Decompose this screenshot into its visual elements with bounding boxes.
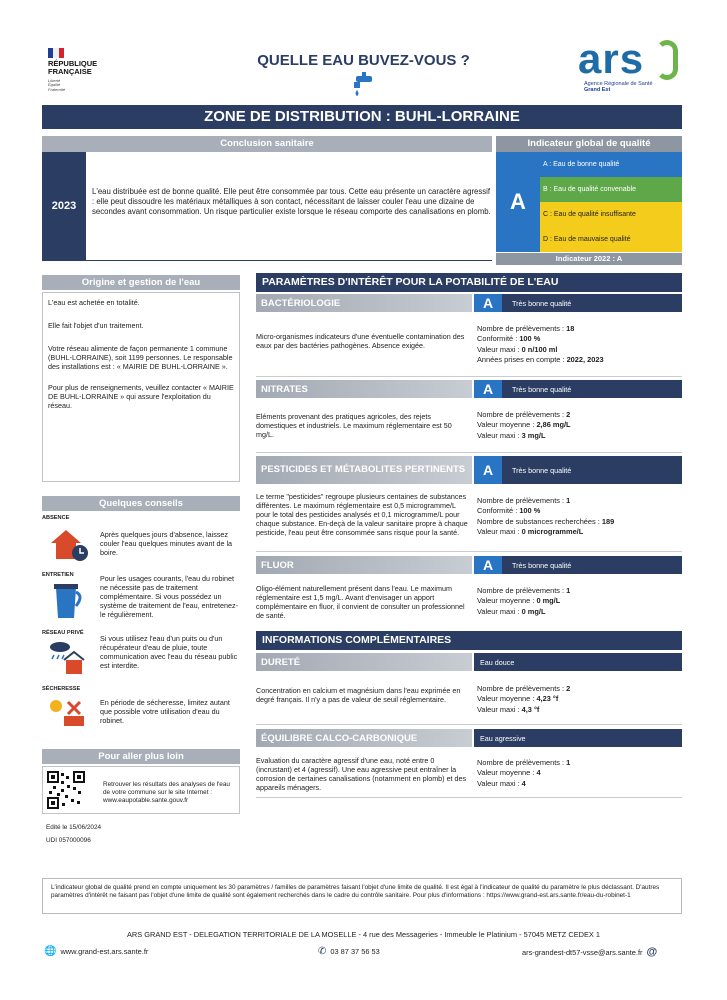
param-nitrates-desc: Eléments provenant des pratiques agricoles, des rejets domestiques et industriels. Le maximum réglementaire est 50 mg/L. [256, 412, 452, 439]
info-durete-bar: DURETÉ [256, 653, 472, 671]
stat-value: 4 [536, 768, 541, 778]
level-a: A : Eau de bonne qualité [540, 152, 682, 177]
stat-label: Valeur maxi : [477, 430, 522, 440]
stat-row [477, 355, 682, 365]
stat-value: 2 [566, 410, 571, 419]
sun-drought-icon [46, 694, 88, 735]
param-pesticides-bar: PESTICIDES ET MÉTABOLITES PERTINENTS [256, 456, 472, 484]
stat-row [477, 345, 682, 355]
conseil-entretien [42, 572, 242, 627]
water-jug-icon [48, 582, 88, 627]
indicator-grade: A [496, 152, 540, 252]
stat-value: 0 mg/L [521, 606, 546, 616]
plus-loin-header: Pour aller plus loin [42, 749, 240, 764]
stat-label: Nombre de prélèvements : [477, 758, 567, 767]
stat-label: Valeur maxi : [477, 778, 522, 788]
stat-label: Nombre de prélèvements : [477, 684, 567, 693]
republique-line-1: RÉPUBLIQUE [48, 59, 98, 68]
conseil-entretien-text: Pour les usages courants, l'eau du robinet ne nécessite pas de traitement complémentaire. Si vous possédez un système de traitement de l'eau, entretenez-le régulièrement. [100, 574, 239, 619]
conseils-header: Quelques conseils [42, 496, 240, 511]
stat-row [477, 334, 682, 344]
stat-row [477, 324, 682, 334]
param-pesticides-quality: Très bonne qualité [502, 456, 682, 484]
stat-label: Valeur moyenne : [477, 768, 537, 778]
origine-header: Origine et gestion de l'eau [42, 275, 240, 290]
qr-code-icon[interactable] [47, 771, 85, 809]
stat-row [477, 758, 682, 768]
stat-row [477, 596, 682, 606]
origine-p1: L'eau est achetée en totalité. [48, 298, 140, 307]
param-fluor-grade: A [474, 556, 502, 574]
stat-value: 100 % [519, 334, 541, 344]
zone-title: ZONE DE DISTRIBUTION : BUHL-LORRAINE [42, 105, 682, 129]
param-pesticides-desc: Le terme "pesticides" regroupe plusieurs centaines de substances différentes. Le maximum réglementaire est 0,5 microgramme/L pour le total des pesticides analysés et 0,1 microgramme/L pour chaque substance. En-deçà de la valeur sanitaire propre à chaque pesticide, l'eau peut être consommée sans risque pour la santé. [256, 492, 468, 537]
param-bacteriologie-stats [477, 324, 682, 365]
ars-logo-text: ars [578, 35, 645, 82]
param-nitrates-bar: NITRATES [256, 380, 472, 398]
stat-value: 2 [566, 684, 571, 693]
stat-value: 4 [521, 778, 526, 788]
stat-row [477, 506, 682, 516]
stat-label: Valeur moyenne : [477, 694, 537, 704]
stat-row [477, 607, 682, 617]
stat-row [477, 496, 682, 506]
conseil-secheresse [42, 686, 242, 736]
conseil-secheresse-text: En période de sécheresse, limitez autant que possible votre utilisation d'eau du robinet. [100, 698, 230, 725]
info-durete-stats [477, 684, 682, 715]
stat-value: 100 % [519, 506, 541, 516]
stat-label: Conformité : [477, 334, 520, 344]
stat-label: Années prises en compte : [477, 355, 567, 365]
stat-label: Valeur moyenne : [477, 596, 537, 606]
param-pesticides-grade: A [474, 456, 502, 484]
stat-label: Nombre de prélèvements : [477, 410, 567, 419]
info-equilibre-stats [477, 758, 682, 789]
param-fluor-quality: Très bonne qualité [502, 556, 682, 574]
devise-1: Liberté [48, 77, 61, 83]
stat-value: 18 [566, 324, 575, 333]
faucet-icon [352, 72, 378, 100]
footer-website[interactable] [44, 946, 148, 957]
page-title: QUELLE EAU BUVEZ-VOUS ? [257, 52, 470, 69]
stat-value: 1 [566, 586, 571, 595]
phone-icon: ✆ [318, 946, 327, 957]
param-fluor-desc: Oligo-élément naturellement présent dans l'eau. Le maximum réglementaire est 1,5 mg/L. Avant d'envisager un apport complémentaire en fluor, il convient de consulter un professionnel de santé. [256, 584, 465, 620]
conseil-reseau-text: Si vous utilisez l'eau d'un puits ou d'un récupérateur d'eau de pluie, toute communication avec l'eau du réseau public est interdite. [100, 634, 238, 670]
stat-value: 4,3 °f [521, 704, 540, 714]
params-header: PARAMÈTRES D'INTÉRÊT POUR LA POTABILITÉ DE L'EAU [256, 273, 682, 292]
stat-label: Valeur maxi : [477, 606, 522, 616]
stat-label: Valeur maxi : [477, 344, 522, 354]
stat-value: 0 microgramme/L [521, 527, 584, 537]
info-equilibre-bar: ÉQUILIBRE CALCO-CARBONIQUE [256, 729, 472, 747]
origine-p2: Elle fait l'objet d'un traitement. [48, 321, 144, 330]
conclusion-header: Conclusion sanitaire [42, 136, 492, 152]
conclusion-text: L'eau distribuée est de bonne qualité. Elle peut être consommée par tous. Cette eau présente un caractère agressif : elle peut dissoudre les matériaux métalliques à son contact, nécessitant de laisser couler l'eau une dizaine de secondes avant consommation. Un risque particulier existe lorsque le réseau comporte des canalisations en plomb. [92, 187, 491, 217]
indicator-footer: Indicateur 2022 : A [496, 253, 682, 265]
stat-row [477, 768, 682, 778]
stat-row [477, 420, 682, 430]
level-c: C : Eau de qualité insuffisante [540, 202, 682, 227]
website-link[interactable]: www.grand-est.ars.sante.fr [60, 947, 149, 956]
stat-value: 1 [566, 496, 571, 505]
phone-number[interactable]: 03 87 37 56 53 [330, 947, 380, 956]
stat-label: Nombre de prélèvements : [477, 586, 567, 595]
plus-loin-text: Retrouver les résultats des analyses de l'eau de votre commune sur le site Internet : www.eaupotable.sante.gouv.fr [103, 781, 230, 804]
ars-sub: Agence Régionale de Santé [584, 80, 653, 87]
stat-value: 4,23 °f [536, 694, 559, 704]
ars-region: Grand Est [584, 86, 611, 93]
plus-loin-box [42, 766, 240, 814]
stat-label: Nombre de prélèvements : [477, 324, 567, 333]
stat-label: Nombre de prélèvements : [477, 496, 567, 505]
stat-value: 2022, 2023 [566, 355, 604, 365]
stat-label: Nombre de substances recherchées : [477, 516, 602, 526]
conseil-entretien-label: ENTRETIEN [42, 572, 74, 578]
stat-row [477, 431, 682, 441]
infos-header: INFORMATIONS COMPLÉMENTAIRES [256, 631, 682, 650]
param-bacteriologie-desc: Micro-organismes indicateurs d'une éventuelle contamination des eaux par des bactéries pathogènes. Absence exigée. [256, 332, 465, 350]
conseil-reseau-label: RÉSEAU PRIVÉ [42, 630, 84, 636]
well-rain-icon [46, 640, 88, 683]
ars-logo [578, 35, 688, 100]
globe-icon: 🌐 [44, 946, 57, 957]
param-bacteriologie-grade: A [474, 294, 502, 312]
level-d: D : Eau de mauvaise qualité [540, 227, 682, 252]
stat-row [477, 705, 682, 715]
stat-value: 0 n/100 ml [521, 344, 558, 354]
indicator-header: Indicateur global de qualité [496, 136, 682, 152]
udi-code: UDI 057000096 [46, 837, 91, 844]
origine-p3: Votre réseau alimente de façon permanente 1 commune (BUHL-LORRAINE), soit 1199 personnes. Le responsable des installations est : « MAIRIE DE BUHL-LORRAINE ». [48, 344, 233, 371]
info-durete-desc: Concentration en calcium et magnésium dans l'eau exprimée en degré français. Il n'y a pas de valeur de seuil réglementaire. [256, 686, 461, 704]
param-fluor-stats [477, 586, 682, 617]
stat-row [477, 779, 682, 789]
info-durete-quality: Eau douce [474, 653, 682, 671]
devise-2: Égalité [48, 82, 61, 88]
stat-value: 0 mg/L [536, 596, 561, 606]
param-nitrates-stats [477, 410, 682, 441]
param-bacteriologie-quality: Très bonne qualité [502, 294, 682, 312]
info-equilibre-quality: Eau agressive [474, 729, 682, 747]
stat-label: Valeur maxi : [477, 704, 522, 714]
email-link[interactable]: ars-grandest-dt57-vsse@ars.sante.fr [522, 947, 643, 957]
stat-label: Valeur maxi : [477, 527, 522, 537]
conclusion-year: 2023 [42, 152, 86, 260]
at-icon: @ [646, 946, 658, 958]
param-bacteriologie-bar: BACTÉRIOLOGIE [256, 294, 472, 312]
stat-value: 189 [601, 516, 615, 526]
stat-value: 3 mg/L [521, 430, 546, 440]
conseil-absence-text: Après quelques jours d'absence, laissez couler l'eau quelques minutes avant de la boire. [100, 530, 233, 557]
footer-address: ARS GRAND EST - DELEGATION TERRITORIALE DE LA MOSELLE - 4 rue des Messageries - Immeuble le Platinium - 57045 METZ CEDEX 1 [126, 930, 601, 939]
param-fluor-bar: FLUOR [256, 556, 472, 574]
devise-3: Fraternité [48, 87, 66, 93]
stat-row [477, 410, 682, 420]
republique-line-2: FRANÇAISE [48, 67, 92, 77]
conseil-secheresse-label: SÉCHERESSE [42, 686, 81, 692]
info-equilibre-desc: Evaluation du caractère agressif d'une eau, noté entre 0 (incrustant) et 4 (agressif). Une eau agressive peut entraîner la corrosion de certaines canalisations (notamment en plomb) et des appareils ménagers. [256, 756, 467, 792]
stat-value: 1 [566, 758, 571, 767]
footnote-box: L'indicateur global de qualité prend en compte uniquement les 30 paramètres / familles de paramètres faisant l'objet d'une limite de qualité. Il est égal à l'indicateur de qualité du paramètre le plus déclassant. D'autres paramètres d'intérêt ne faisant pas l'objet d'une limite de qualité sont également recherchés dans le cadre du contrôle sanitaire. Pour plus d'informations : https://www.grand-est.ars.sante.fr/eau-du-robinet-1 [42, 878, 682, 914]
stat-label: Valeur moyenne : [477, 420, 537, 430]
origine-box [42, 292, 240, 482]
stat-row [477, 517, 682, 527]
edited-date: Edité le 15/06/2024 [46, 824, 102, 831]
stat-row [477, 586, 682, 596]
footer-email[interactable] [522, 946, 657, 958]
conseil-absence [42, 515, 242, 570]
stat-row [477, 527, 682, 537]
conseil-absence-label: ABSENCE [42, 515, 70, 521]
stat-row [477, 694, 682, 704]
conseil-reseau [42, 630, 242, 685]
param-pesticides-stats [477, 496, 682, 537]
footer-phone[interactable] [318, 946, 380, 957]
param-nitrates-quality: Très bonne qualité [502, 380, 682, 398]
stat-label: Conformité : [477, 506, 520, 516]
param-nitrates-grade: A [474, 380, 502, 398]
level-b: B : Eau de qualité convenable [540, 177, 682, 202]
house-clock-icon [48, 525, 90, 568]
origine-p4: Pour plus de renseignements, veuillez contacter « MAIRIE DE BUHL-LORRAINE » qui assure l'exploitation du réseau. [48, 383, 234, 410]
indicator-levels [540, 152, 682, 252]
stat-value: 2,86 mg/L [536, 420, 571, 430]
stat-row [477, 684, 682, 694]
